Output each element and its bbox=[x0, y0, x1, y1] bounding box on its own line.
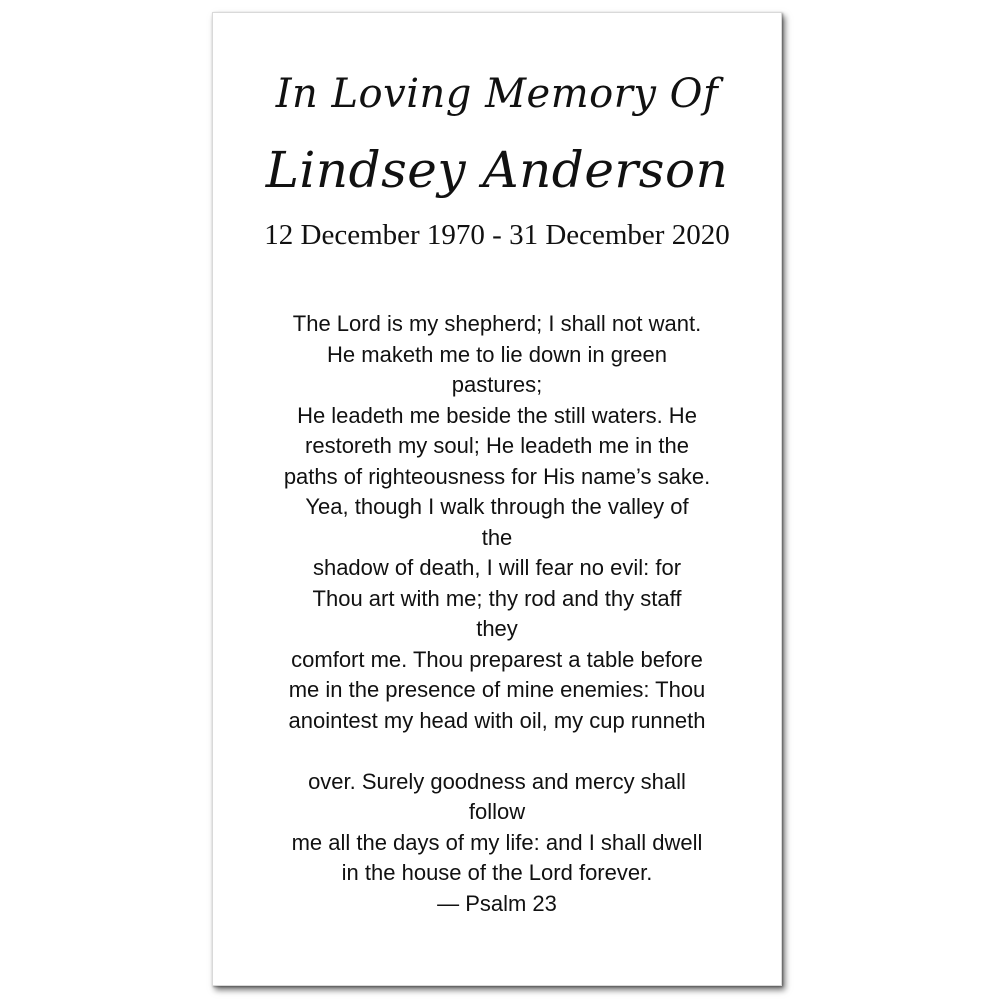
life-dates: 12 December 1970 - 31 December 2020 bbox=[264, 219, 730, 251]
poem-line: Thou art with me; thy rod and thy staff bbox=[312, 585, 682, 611]
poem-line: restoreth my soul; He leadeth me in the bbox=[305, 433, 689, 458]
poem-blank-line bbox=[213, 736, 781, 767]
in-loving-memory-heading: In Loving Memory Of bbox=[275, 71, 719, 117]
poem-line: pastures; bbox=[451, 372, 543, 397]
poem-line: He leadeth me beside the still waters. He bbox=[297, 402, 697, 428]
poem-line: comfort me. Thou preparest a table before bbox=[291, 646, 703, 672]
poem-line: follow bbox=[468, 799, 526, 824]
memorial-card bbox=[212, 12, 782, 986]
poem-line: they bbox=[476, 616, 518, 641]
poem-line: paths of righteousness for His name’s sake. bbox=[283, 463, 711, 489]
poem-line: He maketh me to lie down in green bbox=[327, 341, 667, 367]
psalm-attribution: — Psalm 23 bbox=[437, 890, 557, 916]
poem-line: The Lord is my shepherd; I shall not want. bbox=[292, 311, 702, 336]
psalm-text bbox=[213, 309, 781, 919]
poem-line: anointest my head with oil, my cup runneth bbox=[288, 707, 706, 733]
poem-line: Yea, though I walk through the valley of bbox=[305, 494, 689, 519]
poem-line: over. Surely goodness and mercy shall bbox=[308, 768, 686, 794]
deceased-name: Lindsey Anderson bbox=[265, 141, 729, 199]
poem-line: shadow of death, I will fear no evil: for bbox=[312, 555, 682, 580]
poem-line: me in the presence of mine enemies: Thou bbox=[288, 677, 706, 702]
poem-line: the bbox=[481, 524, 513, 550]
poem-line: me all the days of my life: and I shall dwell bbox=[291, 829, 703, 855]
poem-line: in the house of the Lord forever. bbox=[341, 860, 653, 885]
